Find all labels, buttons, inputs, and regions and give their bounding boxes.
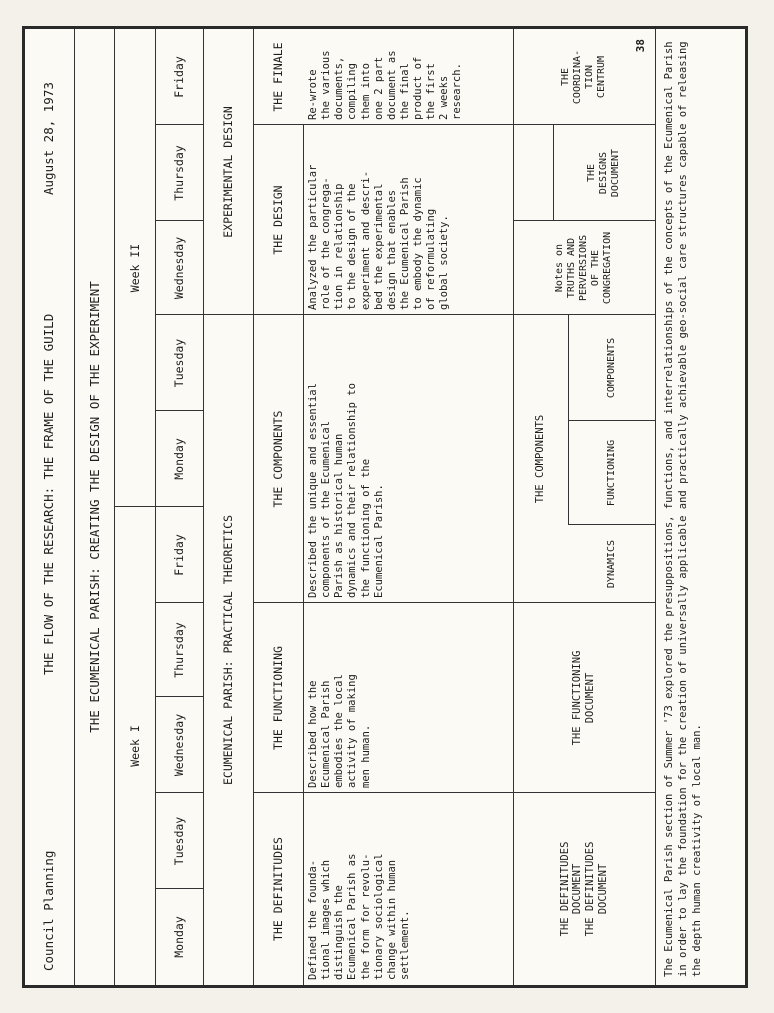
rule [253, 602, 655, 603]
rule [155, 888, 203, 889]
description-design: Analyzed the particular role of the congrega- tion in relationship to the design of the experiment and descri- bed the experimental design that enables the Ecumenical Parish to embody the dynamic of reformulating global society. [307, 164, 451, 310]
description-functioning: Described how the Ecumenical Parish embodies the local activity of making men human. [307, 674, 372, 788]
rule [155, 314, 253, 315]
rule [155, 124, 203, 125]
week-1-label: Week I [128, 725, 142, 767]
rule [553, 125, 554, 221]
day-wednesday-2: Wednesday [172, 236, 186, 300]
day-tuesday-2: Tuesday [172, 338, 186, 388]
footer-text: The Ecumenical Parish section of Summer '73 explored the presuppositions, functions, and interrelationships of the concepts of the Ecumenical Parish in order to lay the foundation for the creation of universally applicable and practically achievable geo-social care structures capable of releasing the depth human creativity of local man. [663, 41, 704, 977]
document-components-sub: COMPONENTS [605, 337, 617, 399]
header-org: Council Planning [41, 850, 56, 971]
document-functioning: THE FUNCTIONING DOCUMENT [571, 650, 596, 746]
rule [115, 506, 155, 507]
rule [253, 124, 655, 125]
header [25, 29, 75, 985]
description-definitudes: Defined the founda- tional images which distinguish the Ecumenical Parish as the form for revolu- tionary sociological change within human settlement. [307, 853, 411, 980]
document-definitudes: THE DEFINITUDES DOCUMENT THE DEFINITUDES DOCUMENT [558, 841, 609, 937]
document-designs: THE DESIGNS DOCUMENT [586, 148, 621, 198]
day-tuesday-1: Tuesday [172, 816, 186, 866]
day-monday-1: Monday [172, 916, 186, 958]
rule [253, 314, 655, 315]
day-thursday-1: Thursday [172, 622, 186, 678]
footer-note [634, 29, 745, 985]
description-components: Described the unique and essential components of the Ecumenical Parish as historical human dynamics and their relationship to the functioning of the Ecumenical Parish. [307, 383, 385, 598]
day-monday-2: Monday [172, 438, 186, 480]
page-frame [22, 26, 748, 988]
document-components-title: THE COMPONENTS [534, 414, 547, 504]
rule [155, 220, 203, 221]
document-dynamics: DYNAMICS [605, 539, 617, 589]
rule [155, 792, 203, 793]
document-functioning-sub: FUNCTIONING [605, 439, 617, 507]
description-finale: Re-wrote the various documents, compiling them into one 2 part document as the final product of the first 2 weeks research. [307, 50, 464, 120]
phase-experimental-design: EXPERIMENTAL DESIGN [221, 106, 235, 238]
section-finale: THE FINALE [271, 42, 285, 112]
section-components: THE COMPONENTS [271, 410, 285, 508]
document-notes: Notes on TRUTHS AND PERVERSIONS OF THE CONGREGATION [554, 231, 613, 305]
page-number: 38 [634, 39, 647, 53]
day-friday-2: Friday [172, 56, 186, 98]
section-definitudes: THE DEFINITUDES [271, 837, 285, 941]
rule [253, 792, 655, 793]
rule [155, 696, 203, 697]
rule [568, 524, 655, 525]
rule [155, 506, 203, 507]
phase-practical-theoretics: ECUMENICAL PARISH: PRACTICAL THEORETICS [221, 514, 235, 786]
header-title: THE FLOW OF THE RESEARCH: THE FRAME OF THE GUILD [41, 313, 56, 675]
day-friday-1: Friday [172, 534, 186, 576]
document-coordination: THE COORDINA- TION CENTRUM [560, 49, 607, 105]
header-date: August 28, 1973 [41, 82, 56, 195]
subtitle: THE ECUMENICAL PARISH: CREATING THE DESIGN OF THE EXPERIMENT [75, 29, 115, 985]
day-wednesday-1: Wednesday [172, 713, 186, 777]
day-thursday-2: Thursday [172, 145, 186, 201]
section-design: THE DESIGN [271, 185, 285, 255]
rule [155, 410, 203, 411]
rule [155, 602, 203, 603]
rule [513, 220, 655, 221]
week-2-label: Week II [128, 243, 142, 293]
rule [568, 420, 655, 421]
rotated-chart [25, 29, 745, 985]
section-functioning: THE FUNCTIONING [271, 646, 285, 750]
